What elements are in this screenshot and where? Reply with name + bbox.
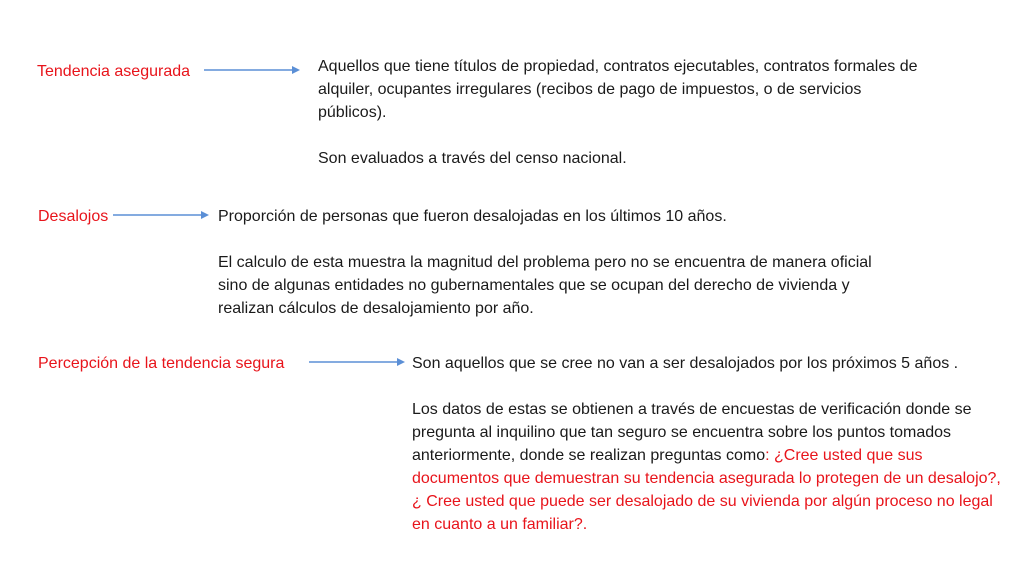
definition-paragraph: Son evaluados a través del censo nacional. bbox=[318, 150, 627, 167]
term-desalojos: Desalojos bbox=[38, 208, 109, 225]
arrow-right-icon bbox=[309, 355, 405, 369]
arrow-right-icon bbox=[113, 208, 209, 222]
definition-paragraph: El calculo de esta muestra la magnitud del problema pero no se encuentra de manera oficial sino de algunas entidades no gubernamentales que se ocupan del derecho de vivienda y realizan cálculos de desalojamiento por año. bbox=[218, 254, 872, 317]
definition-percepcion-tendencia-segura bbox=[412, 352, 1002, 536]
definition-paragraph bbox=[412, 398, 1002, 536]
term-tendencia-asegurada: Tendencia asegurada bbox=[37, 63, 191, 80]
arrow-right-icon bbox=[204, 63, 300, 77]
definition-paragraph: Son aquellos que se cree no van a ser desalojados por los próximos 5 años . bbox=[412, 355, 959, 372]
term-percepcion-tendencia-segura: Percepción de la tendencia segura bbox=[38, 355, 285, 372]
definition-desalojos bbox=[218, 205, 894, 320]
definition-paragraph: Aquellos que tiene títulos de propiedad, contratos ejecutables, contratos formales de alquiler, ocupantes irregulares (recibos de pago de impuestos, o de servicios públicos). bbox=[318, 58, 918, 121]
paragraph-text: Los datos de estas se obtienen a través de encuestas de verificación donde se pregunta al inquilino que tan seguro se encuentra sobre los puntos tomados anteriormente, donde se realizan preguntas como bbox=[412, 401, 972, 464]
definition-tendencia-asegurada bbox=[318, 55, 918, 170]
survey-questions: : ¿Cree usted que sus documentos que demuestran su tendencia asegurada lo protegen de un desalojo?, ¿ Cree usted que puede ser desalojado de su vivienda por algún proceso no legal en cuanto a un familiar?. bbox=[412, 447, 1001, 533]
definition-paragraph: Proporción de personas que fueron desalojadas en los últimos 10 años. bbox=[218, 208, 727, 225]
